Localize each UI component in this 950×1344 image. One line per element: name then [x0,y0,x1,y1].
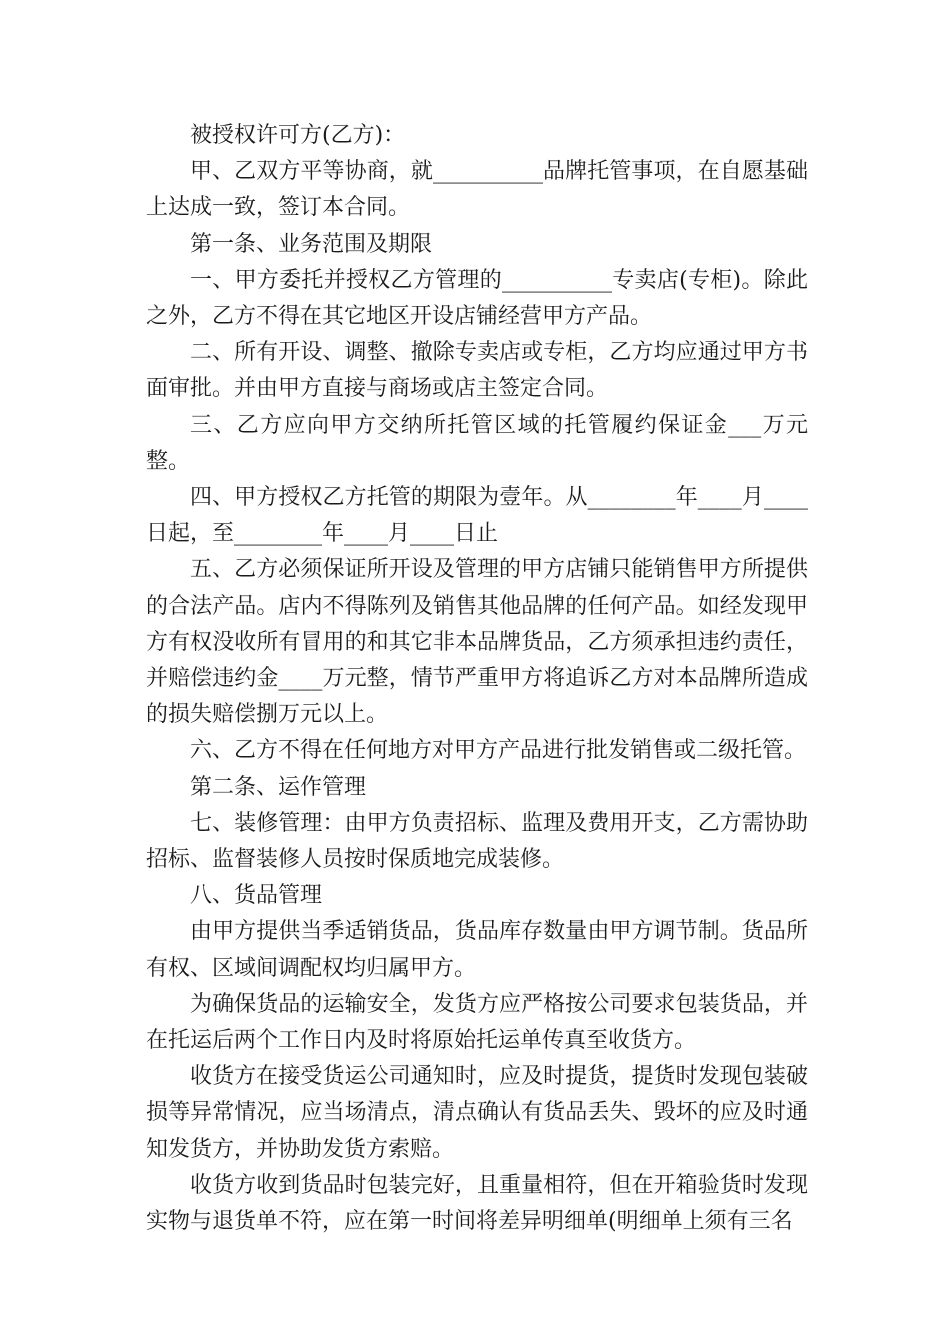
clause-4: 四、甲方授权乙方托管的期限为壹年。从________年____月____日起，至________年____月____日止 [146,485,808,547]
clause-7: 七、装修管理：由甲方负责招标、监理及费用开支，乙方需协助招标、监督装修人员按时保质地完成装修。 [146,810,808,873]
goods-paragraph-3: 收货方在接受货运公司通知时，应及时提货，提货时发现包装破损等异常情况，应当场清点，清点确认有货品丢失、毁坏的应及时通知发货方，并协助发货方索赔。 [146,1064,808,1162]
contract-page [146,118,808,1240]
clause-6: 六、乙方不得在任何地方对甲方产品进行批发销售或二级托管。 [190,738,807,764]
clause-8-heading: 八、货品管理 [190,883,323,909]
article-2-heading: 第二条、运作管理 [190,774,367,800]
preamble-paragraph: 甲、乙双方平等协商，就__________品牌托管事项，在自愿基础上达成一致，签订本合同。 [146,159,808,221]
clause-2: 二、所有开设、调整、撤除专卖店或专柜，乙方均应通过甲方书面审批。并由甲方直接与商场或店主签定合同。 [146,340,808,402]
party-b-label: 被授权许可方(乙方)： [190,123,406,148]
clause-5: 五、乙方必须保证所开设及管理的甲方店铺只能销售甲方所提供的合法产品。店内不得陈列及销售其他品牌的任何产品。如经发现甲方有权没收所有冒用的和其它非本品牌货品，乙方须承担违约责任，并赔偿违约金____万元整，情节严重甲方将追诉乙方对本品牌所造成的损失赔偿捌万元以上。 [146,557,808,728]
goods-paragraph-2: 为确保货品的运输安全，发货方应严格按公司要求包装货品，并在托运后两个工作日内及时将原始托运单传真至收货方。 [146,991,808,1054]
goods-paragraph-4: 收货方收到货品时包装完好，且重量相符，但在开箱验货时发现实物与退货单不符，应在第一时间将差异明细单(明细单上须有三名 [146,1172,808,1235]
goods-paragraph-1: 由甲方提供当季适销货品，货品库存数量由甲方调节制。货品所有权、区域间调配权均归属甲方。 [146,919,808,981]
clause-1: 一、甲方委托并授权乙方管理的__________专卖店(专柜)。除此之外，乙方不得在其它地区开设店铺经营甲方产品。 [146,267,808,330]
article-1-heading: 第一条、业务范围及期限 [190,231,433,257]
clause-3: 三、乙方应向甲方交纳所托管区域的托管履约保证金___万元整。 [146,412,808,474]
